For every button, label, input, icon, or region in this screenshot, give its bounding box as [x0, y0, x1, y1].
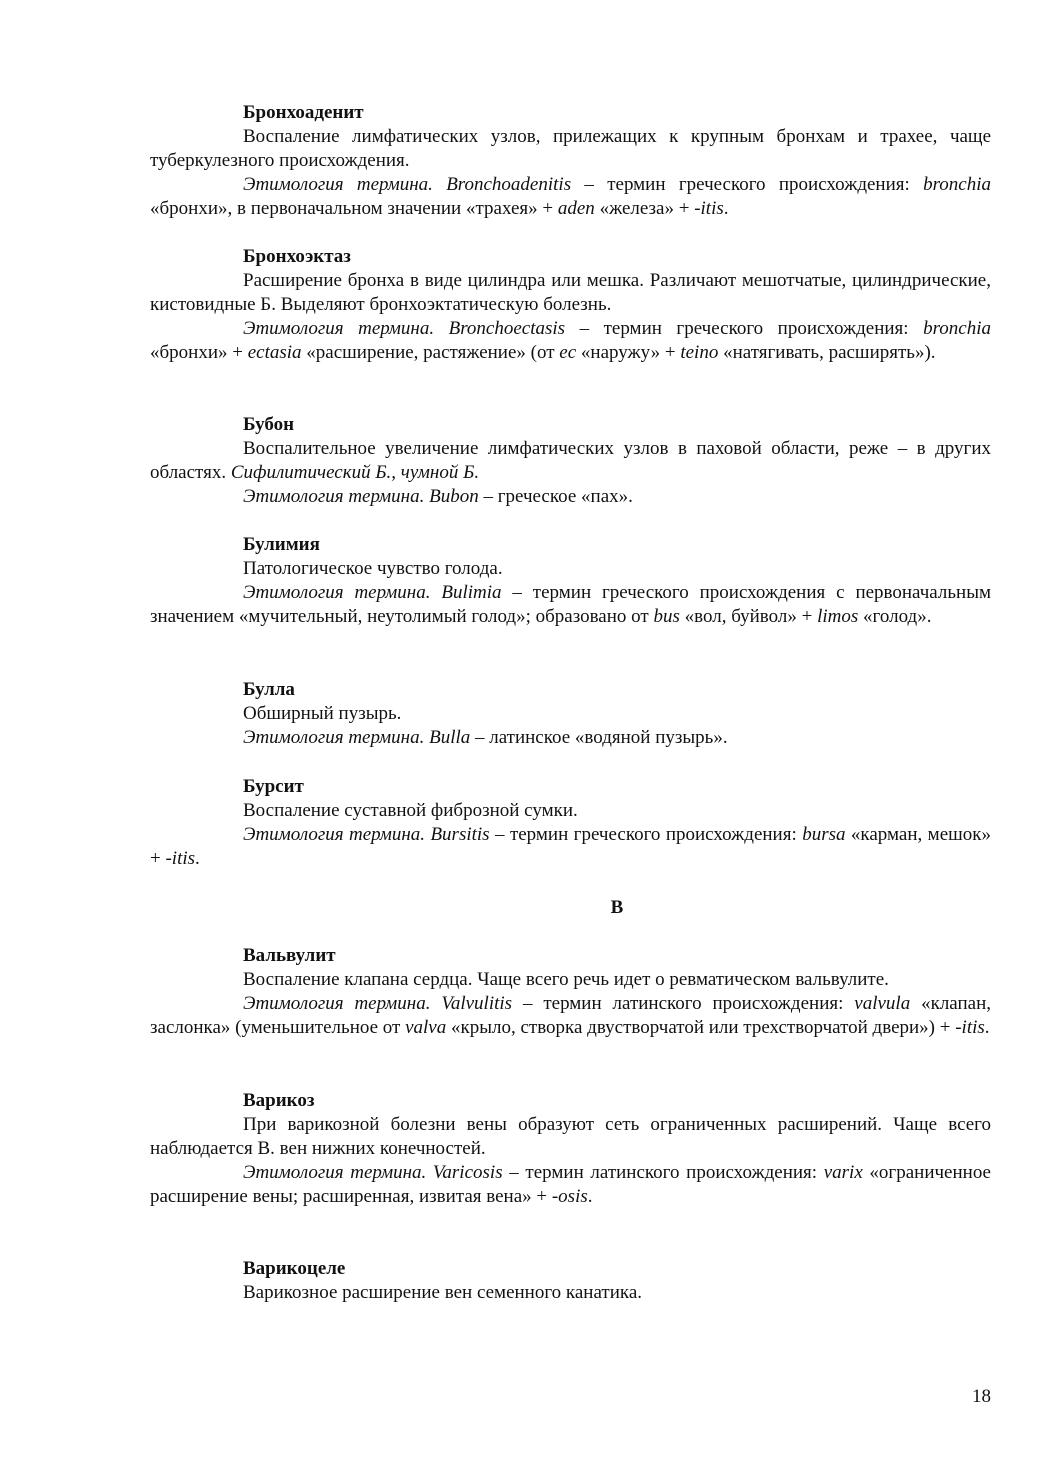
entry-bronchoadenitis — [150, 101, 991, 221]
entry-term: Булимия — [243, 534, 320, 555]
entry-term: Бубон — [243, 414, 295, 435]
entry-definition: Воспаление суставной фиброзной сумки. — [243, 800, 578, 821]
entry-definition: Воспаление клапана сердца. Чаще всего речь идет о ревматическом вальвулите. — [243, 969, 889, 990]
entry-bubon — [150, 413, 991, 509]
entry-term: Бурсит — [243, 776, 304, 797]
entry-definition: Расширение бронха в виде цилиндра или мешка. Различают мешотчатые, цилиндрические, кистовидные Б. Выделяют бронхоэктатическую болезнь. — [150, 270, 991, 315]
entry-etymology: Этимология термина. Bronchoadenitis – термин греческого происхождения: bronchia «бронхи», в первоначальном значении «трахея» + aden «железа» + -itis. — [150, 174, 991, 219]
page-number: 18 — [972, 1386, 991, 1407]
entry-etymology: Этимология термина. Varicosis – термин латинского происхождения: varix «ограниченное расширение вены; расширенная, извитая вена» + -osis. — [150, 1162, 991, 1207]
entry-etymology: Этимология термина. Bubon – греческое «пах». — [243, 486, 633, 507]
entry-etymology: Этимология термина. Bursitis – термин греческого происхождения: bursa «карман, мешок» + -itis. — [150, 824, 991, 869]
entry-term: Варикоцеле — [243, 1258, 346, 1279]
entry-etymology: Этимология термина. Valvulitis – термин латинского происхождения: valvula «клапан, заслонка» (уменьшительное от valva «крыло, створка двустворчатой или трехстворчатой двери») + -itis. — [150, 993, 991, 1038]
entry-definition: Обширный пузырь. — [243, 703, 402, 724]
entry-definition: Варикозное расширение вен семенного канатика. — [243, 1282, 642, 1303]
entry-varicosis — [150, 1089, 991, 1209]
entry-term: Булла — [243, 679, 295, 700]
entry-bulimia — [150, 533, 991, 629]
entry-bursitis — [150, 775, 991, 871]
entry-varicocele — [150, 1257, 991, 1305]
entry-definition: При варикозной болезни вены образуют сеть ограниченных расширений. Чаще всего наблюдается В. вен нижних конечностей. — [150, 1114, 991, 1159]
entry-term: Вальвулит — [243, 945, 336, 966]
section-letter: В — [610, 897, 624, 918]
entry-etymology: Этимология термина. Bronchoectasis – термин греческого происхождения: bronchia «бронхи» + ectasia «расширение, растяжение» (от ec «наружу» + teino «натягивать, расширять»). — [150, 318, 991, 363]
entry-bronchoectasis — [150, 245, 991, 365]
entry-term: Бронхоэктаз — [243, 246, 351, 267]
entry-definition: Воспалительное увеличение лимфатических узлов в паховой области, реже – в других областях. Сифилитический Б., чумной Б. — [150, 438, 991, 483]
entry-valvulitis — [150, 944, 991, 1040]
entry-definition: Патологическое чувство голода. — [243, 558, 503, 579]
document-page — [150, 0, 991, 1471]
entry-term: Варикоз — [243, 1090, 315, 1111]
entry-etymology: Этимология термина. Bulimia – термин греческого происхождения с первоначальным значением «мучительный, неутолимый голод»; образовано от bus «вол, буйвол» + limos «голод». — [150, 582, 991, 627]
entry-definition: Воспаление лимфатических узлов, прилежащих к крупным бронхам и трахее, чаще туберкулезного происхождения. — [150, 126, 991, 171]
entry-bulla — [150, 678, 991, 750]
entry-term: Бронхоаденит — [243, 102, 364, 123]
entry-etymology: Этимология термина. Bulla – латинское «водяной пузырь». — [243, 727, 728, 748]
